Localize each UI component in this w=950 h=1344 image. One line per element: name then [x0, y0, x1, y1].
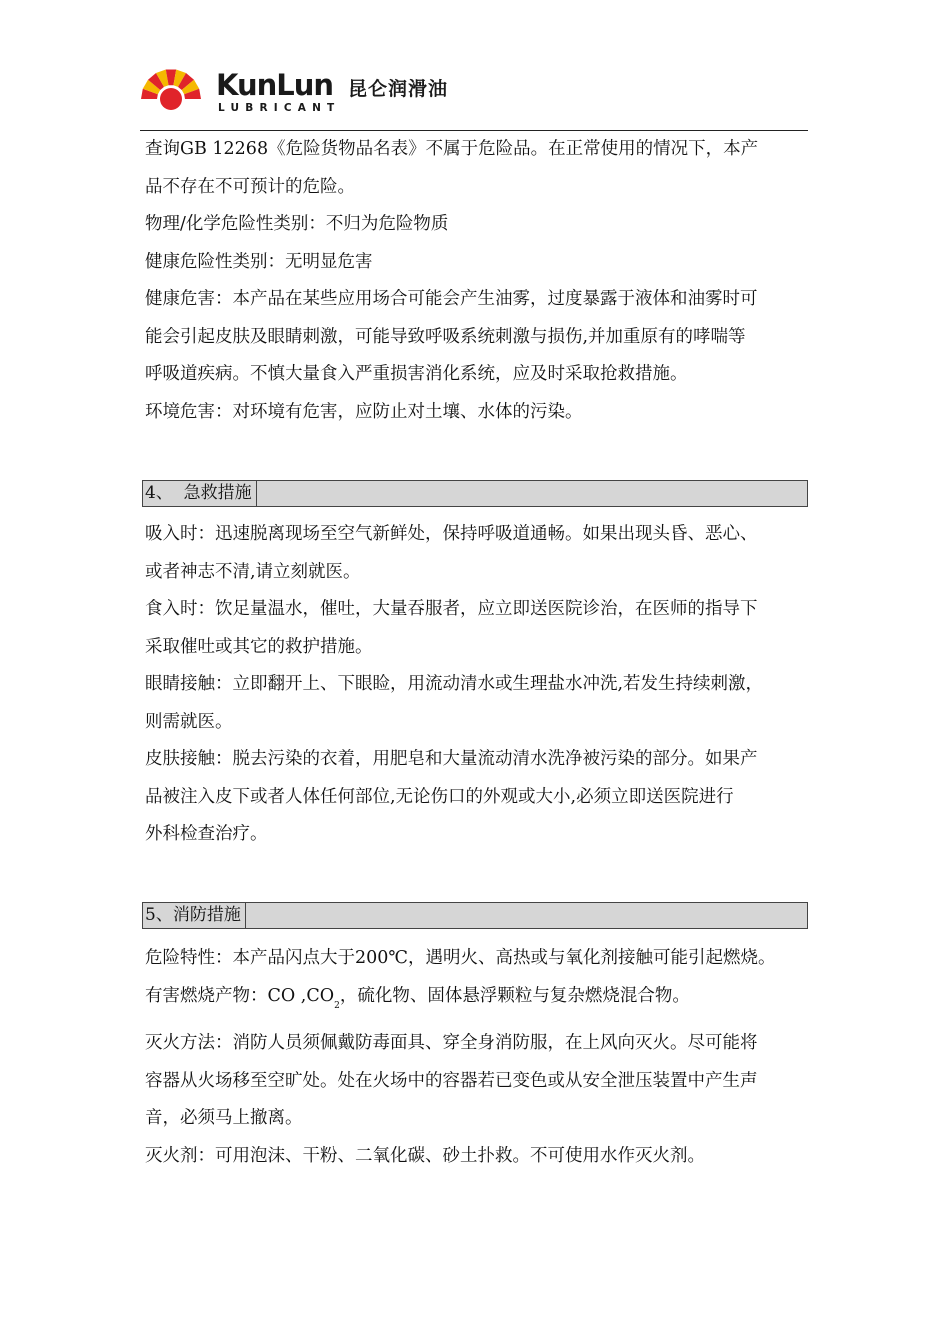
text-line: 皮肤接触：脱去污染的衣着，用肥皂和大量流动清水洗净被污染的部分。如果产	[145, 749, 758, 769]
kunlun-logo-icon	[140, 68, 202, 120]
firefighting-body	[145, 940, 810, 1175]
text-line: 食入时：饮足量温水，催吐，大量吞服者，应立即送医院诊治，在医师的指导下	[145, 599, 758, 619]
text-line: 能会引起皮肤及眼睛刺激，可能导致呼吸系统刺激与损伤,并加重原有的哮喘等	[145, 326, 746, 347]
combustion-products	[145, 978, 810, 1026]
text-line: 或者神志不清,请立刻就医。	[145, 561, 361, 582]
phys-chem-class: 物理/化学危险性类别：不归为危险物质	[145, 214, 449, 234]
first-aid-body	[145, 516, 810, 854]
section-title: 4、 急救措施	[143, 480, 257, 507]
text-line: 眼睛接触：立即翻开上、下眼睑，用流动清水或生理盐水冲洗,若发生持续刺激，	[145, 674, 764, 694]
text-line: 查询GB 12268《危险货物品名表》不属于危险品。在正常使用的情况下，本产	[145, 139, 759, 159]
section-title: 5、消防措施	[143, 902, 246, 929]
text-fragment: 有害燃烧产物：CO ,CO	[145, 985, 335, 1006]
text-line: 呼吸道疾病。不慎大量食入严重损害消化系统，应及时采取抢救措施。	[145, 364, 688, 384]
environmental-hazard: 环境危害：对环境有危害，应防止对土壤、水体的污染。	[145, 401, 583, 422]
text-line: 健康危害：本产品在某些应用场合可能会产生油雾，过度暴露于液体和油雾时可	[145, 289, 758, 309]
text-line: 灭火方法：消防人员须佩戴防毒面具、穿全身消防服，在上风向灭火。尽可能将	[145, 1033, 758, 1053]
section-heading-first-aid	[142, 480, 808, 507]
text-line: 品不存在不可预计的危险。	[145, 176, 355, 197]
brand-chinese-name: 昆仑润滑油	[348, 78, 449, 100]
brand-latin-name: KunLun	[216, 68, 334, 102]
text-line: 品被注入皮下或者人体任何部位,无论伤口的外观或大小,必须立即送医院进行	[145, 786, 734, 807]
section-heading-firefighting	[142, 902, 808, 929]
subscript: 2	[334, 1000, 340, 1011]
text-line: 容器从火场移至空旷处。处在火场中的容器若已变色或从安全泄压装置中产生声	[145, 1070, 758, 1091]
text-line: 采取催吐或其它的救护措施。	[145, 636, 373, 657]
text-fragment: ，硫化物、固体悬浮颗粒与复杂燃烧混合物。	[339, 985, 690, 1006]
text-line: 灭火剂：可用泡沫、干粉、二氧化碳、砂土扑救。不可使用水作灭火剂。	[145, 1145, 705, 1166]
text-line: 危险特性：本产品闪点大于200℃，遇明火、高热或与氧化剂接触可能引起燃烧。	[145, 948, 776, 968]
hazard-overview	[145, 131, 810, 431]
text-line: 则需就医。	[145, 711, 233, 732]
document-header	[140, 62, 808, 132]
text-line: 外科检查治疗。	[145, 824, 268, 844]
text-line: 吸入时：迅速脱离现场至空气新鲜处，保持呼吸道通畅。如果出现头昏、恶心、	[145, 524, 758, 544]
health-hazard-class: 健康危险性类别：无明显危害	[145, 251, 373, 272]
brand-subtitle: LUBRICANT	[218, 102, 341, 114]
text-line: 音，必须马上撤离。	[145, 1108, 303, 1128]
